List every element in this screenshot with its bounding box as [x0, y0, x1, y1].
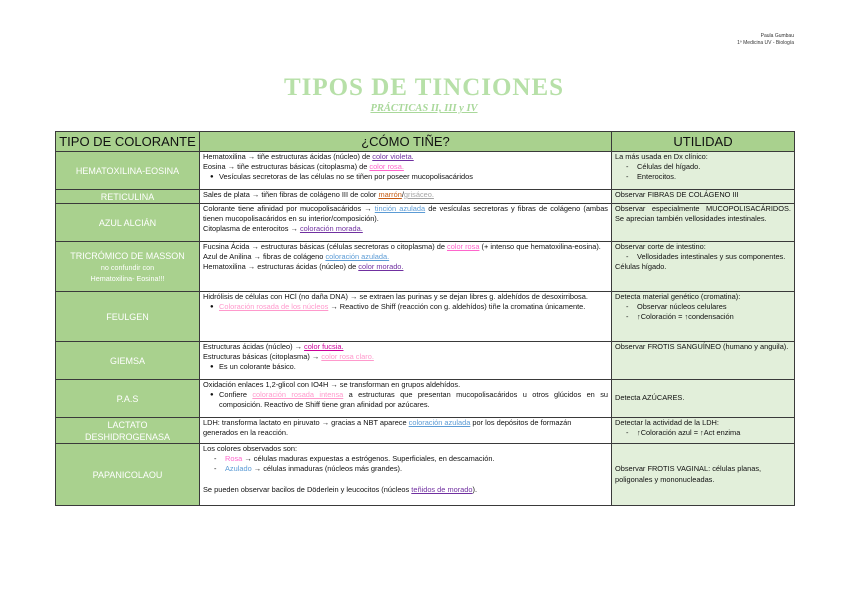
table-row: [56, 242, 795, 292]
table-row: [56, 380, 795, 418]
column-header-use: UTILIDAD: [612, 132, 795, 152]
table-row: [56, 342, 795, 380]
stain-name: P.A.S: [56, 380, 200, 418]
page-title: TIPOS DE TINCIONES: [283, 74, 565, 101]
stain-utility: Detecta AZÚCARES.: [612, 380, 795, 418]
stain-utility: Observar especialmente MUCOPOLISACÁRIDOS. Se aprecian también vellosidades intestinales.: [612, 204, 795, 242]
stain-utility: La más usada en Dx clínico: - Células del hígado. - Enterocitos.: [612, 152, 795, 190]
stain-method: Fucsina Ácida → estructuras básicas (células secretoras o citoplasma) de color rosa (+ intenso que hematoxilina-eosina). Azul de Anilina → fibras de colágeno coloración azulada. Hematoxilina → estructuras ácidas (núcleo) de color morado.: [200, 242, 612, 292]
column-header-type: TIPO DE COLORANTE: [56, 132, 200, 152]
table-row: [56, 292, 795, 342]
page-header: [737, 33, 794, 47]
stain-name: [56, 418, 200, 444]
stain-method: Oxidación enlaces 1,2-glicol con IO4H → se transforman en grupos aldehídos. ● Confiere coloración rosada intensa a estructuras que presentan mucopolisacáridos u otros glúcidos en su composición. Reactivo de Shiff tiene gran afinidad por azúcares.: [200, 380, 612, 418]
stain-name: PAPANICOLAOU: [56, 444, 200, 506]
table-row: [56, 418, 795, 444]
table-row: [56, 444, 795, 506]
table-row: [56, 152, 795, 190]
stain-utility: Observar FROTIS VAGINAL: células planas, poligonales y mononucleadas.: [612, 444, 795, 506]
table-header-row: [56, 132, 795, 152]
stain-utility: Detectar la actividad de la LDH: - ↑Coloración azul = ↑Act enzima: [612, 418, 795, 444]
stain-utility: Observar FIBRAS DE COLÁGENO III: [612, 190, 795, 204]
stain-method: Sales de plata → tiñen fibras de colágeno III de color marrón/grisáceo.: [200, 190, 612, 204]
author-name: Paula Gumbau: [760, 33, 794, 39]
stains-table: [55, 131, 795, 506]
stain-name: HEMATOXILINA-EOSINA: [56, 152, 200, 190]
stain-name: RETICULINA: [56, 190, 200, 204]
stain-name-line: DESHIDROGENASA: [84, 431, 171, 442]
stain-method: Hematoxilina → tiñe estructuras ácidas (núcleo) de color violeta. Eosina → tiñe estructuras básicas (citoplasma) de color rosa. ● Vesículas secretoras de las células no se tiñen por poseer mucopolisacáridos: [200, 152, 612, 190]
stain-method: Hidrólisis de células con HCl (no daña DNA) → se extraen las purinas y se dejan libres g. aldehídos de desoxirribosa. ● Coloración rosada de los núcleos → Reactivo de Shiff (reacción con g. aldehídos) tiñe la cromatina únicamente.: [200, 292, 612, 342]
stain-method: Los colores observados son: - Rosa → células maduras expuestas a estrógenos. Superficiales, en descamación. - Azulado → células inmaduras (núcleos más grandes). Se pueden observar bacilos de Döderlein y leucocitos (núcleos teñidos de morado).: [200, 444, 612, 506]
stain-name: AZUL ALCIÁN: [56, 204, 200, 242]
stain-method: LDH: transforma lactato en piruvato → gracias a NBT aparece coloración azulada por los depósitos de formazán generados en la reacción.: [200, 418, 612, 444]
stain-utility: Observar corte de intestino: - Vellosidades intestinales y sus componentes. Células hígado.: [612, 242, 795, 292]
stain-name: GIEMSA: [56, 342, 200, 380]
stain-name: [56, 242, 200, 292]
stain-name-label: TRICRÓMICO DE MASSON: [70, 250, 185, 261]
table-row: [56, 190, 795, 204]
stain-method: Colorante tiene afinidad por mucopolisacáridos → tinción azulada de vesículas secretoras y fibras de colágeno (ambas tienen mucopolisacáridos en su interior/composición). Citoplasma de enterocitos → coloración morada.: [200, 204, 612, 242]
stain-note: Hematoxilina- Eosina!!!: [90, 273, 165, 283]
stain-name: FEULGEN: [56, 292, 200, 342]
column-header-how: ¿CÓMO TIÑE?: [200, 132, 612, 152]
stain-note: no confundir con: [100, 262, 155, 272]
course-label: 1º Medicina UV - Biología: [737, 40, 794, 46]
stain-method: Estructuras ácidas (núcleo) → color fucsia. Estructuras básicas (citoplasma) → color rosa claro. ● Es un colorante básico.: [200, 342, 612, 380]
stain-utility: Observar FROTIS SANGUÍNEO (humano y anguila).: [612, 342, 795, 380]
stain-utility: Detecta material genético (cromatina): - Observar núcleos celulares - ↑Coloración = ↑condensación: [612, 292, 795, 342]
stain-name-line: LACTATO: [107, 419, 148, 430]
table-row: [56, 204, 795, 242]
page-subtitle: PRÁCTICAS II, III y IV: [370, 103, 478, 114]
